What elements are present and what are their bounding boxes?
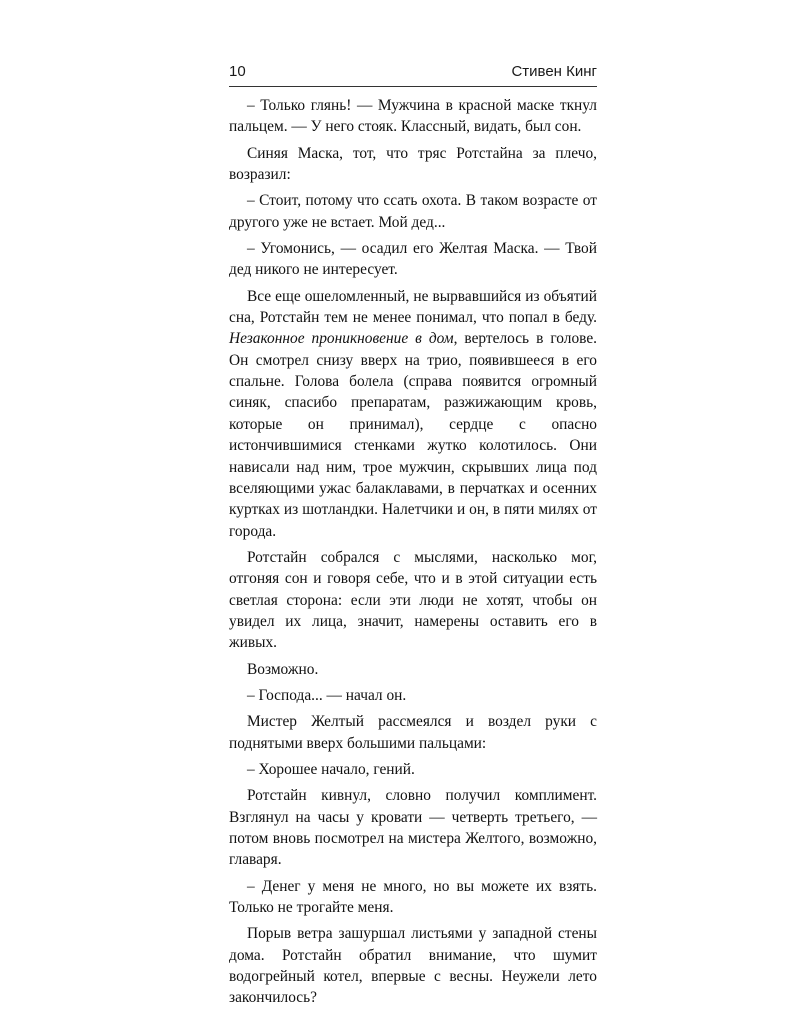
paragraph: – Господа... — начал он. — [247, 686, 407, 704]
paragraph: – Хорошее начало, гений. — [247, 760, 415, 778]
paragraph: – Стоит, потому что ссать охота. В таком возрасте от другого уже не встает. Мой дед... — [229, 192, 597, 231]
paragraph-text-rest: , вертелось в голове. Он смотрел снизу вверх на трио, появившееся в его спальне. Голова болела (справа появится огромный синяк, спасибо препаратам, разжижающим кровь, которые он принимал), сердце с опасно истончившимися стенками жутко колотилось. Они нависали над ним, трое мужчин, скрывших лица под вселяющими ужас балаклавами, в перчатках и осенних куртках из шотландки. Налетчики и он, в пяти милях от города. — [229, 330, 597, 540]
paragraph: – Угомонись, — осадил его Желтая Маска. — Твой дед никого не интересует. — [229, 240, 597, 279]
header-rule — [229, 86, 597, 87]
paragraph: Мистер Желтый рассмеялся и воздел руки с поднятыми вверх большими пальцами: — [229, 713, 597, 752]
paragraph: – Денег у меня не много, но вы можете их взять. Только не трогайте меня. — [229, 877, 597, 917]
running-head-author: Стивен Кинг — [511, 63, 597, 80]
paragraph: Ротстайн кивнул, словно получил комплимент. Взглянул на часы у кровати — четверть третьего, — потом вновь посмотрел на мистера Желтого, возможно, главаря. — [229, 787, 597, 869]
paragraph-text: Все еще ошеломленный, не вырвавшийся из объятий сна, Ротстайн тем не менее понимал, что попал в беду. — [229, 287, 597, 327]
paragraph — [229, 286, 597, 542]
running-head — [229, 60, 597, 86]
paragraph: Синяя Маска, тот, что тряс Ротстайна за плечо, возразил: — [229, 144, 597, 184]
page-number: 10 — [229, 63, 246, 80]
paragraph: – Только глянь! — Мужчина в красной маске ткнул пальцем. — У него стояк. Классный, видать, был сон. — [229, 97, 597, 136]
body-text — [229, 95, 597, 1009]
paragraph-italic: Незаконное проникновение в дом — [229, 330, 454, 348]
paragraph: Ротстайн собрался с мыслями, насколько мог, отгоняя сон и говоря себе, что и в этой ситуации есть светлая сторона: если эти люди не хотят, чтобы он увидел их лица, значит, намерены оставить его в живых. — [229, 548, 597, 652]
paragraph: Порыв ветра зашуршал листьями у западной стены дома. Ротстайн обратил внимание, что шумит водогрейный котел, впервые с весны. Неужели лето закончилось? — [229, 925, 597, 1007]
paragraph: Возможно. — [247, 660, 319, 678]
